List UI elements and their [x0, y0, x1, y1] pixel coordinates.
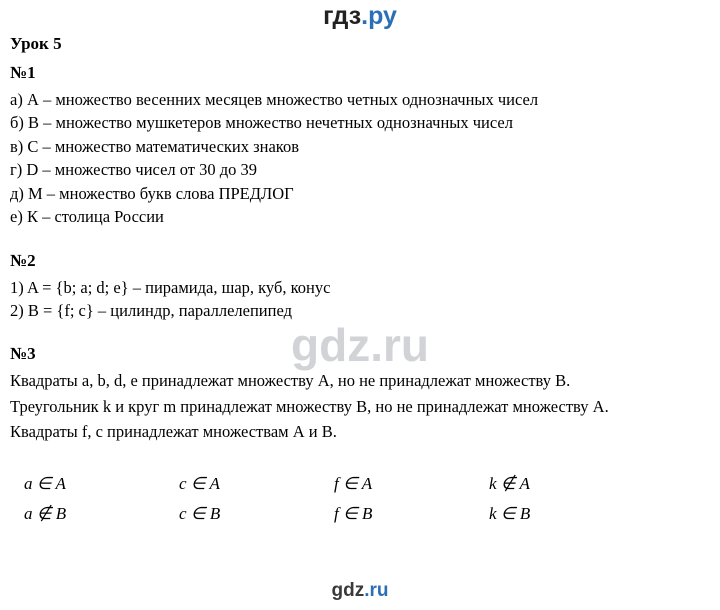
table-row — [24, 470, 584, 500]
membership-cell: f ∈ B — [334, 504, 373, 524]
table-row — [24, 500, 584, 530]
task-1-line: г) D – множество чисел от 30 до 39 — [10, 160, 258, 180]
watermark-gdz: gdz — [291, 319, 371, 371]
task-1-line: б) В – множество мушкетеров множество нечетных однозначных чисел — [10, 113, 513, 133]
membership-cell: k ∉ A — [489, 474, 530, 494]
spacer — [10, 322, 710, 344]
watermark-ru: .ru — [370, 319, 429, 371]
spacer — [10, 229, 710, 251]
membership-cell: c ∈ A — [179, 474, 220, 494]
task-2-line: 2) B = {f; c} – цилиндр, параллелепипед — [10, 300, 292, 320]
task-3-paragraph: Треугольник k и круг m принадлежат множеству В, но не принадлежат множеству А. — [10, 396, 609, 416]
task-1-line: а) А – множество весенних месяцев множество четных однозначных чисел — [10, 90, 539, 109]
task-2-number: №2 — [10, 250, 36, 270]
site-logo-top-ru: .ру — [361, 2, 397, 30]
membership-table — [24, 470, 584, 530]
membership-cell: f ∈ A — [334, 474, 373, 494]
lesson-title: Урок 5 — [10, 34, 62, 53]
site-logo-bottom-gdz: gdz — [331, 580, 365, 601]
task-1-number: №1 — [10, 63, 36, 82]
document-content — [10, 34, 710, 530]
task-3-paragraph: Квадраты a, b, d, e принадлежат множеству А, но не принадлежат множеству В. — [10, 371, 571, 391]
task-2-line: 1) A = {b; a; d; e} – пирамида, шар, куб, конус — [10, 277, 331, 297]
task-1-line: в) С – множество математических знаков — [10, 136, 300, 156]
task-1-line: д) М – множество букв слова ПРЕДЛОГ — [10, 183, 294, 203]
site-logo-top — [0, 2, 720, 31]
membership-cell: a ∉ B — [24, 504, 67, 524]
site-logo-bottom-ru: .ru — [364, 580, 389, 601]
membership-cell: a ∈ A — [24, 474, 66, 494]
task-3-paragraph: Квадраты f, c принадлежат множествам А и В. — [10, 421, 337, 441]
task-1-line: е) К – столица России — [10, 207, 164, 227]
site-logo-top-gdz: гдз — [323, 2, 362, 30]
task-3-number: №3 — [10, 344, 36, 364]
membership-cell: k ∈ B — [489, 504, 531, 524]
site-logo-bottom — [0, 580, 720, 602]
membership-cell: c ∈ B — [179, 504, 221, 524]
